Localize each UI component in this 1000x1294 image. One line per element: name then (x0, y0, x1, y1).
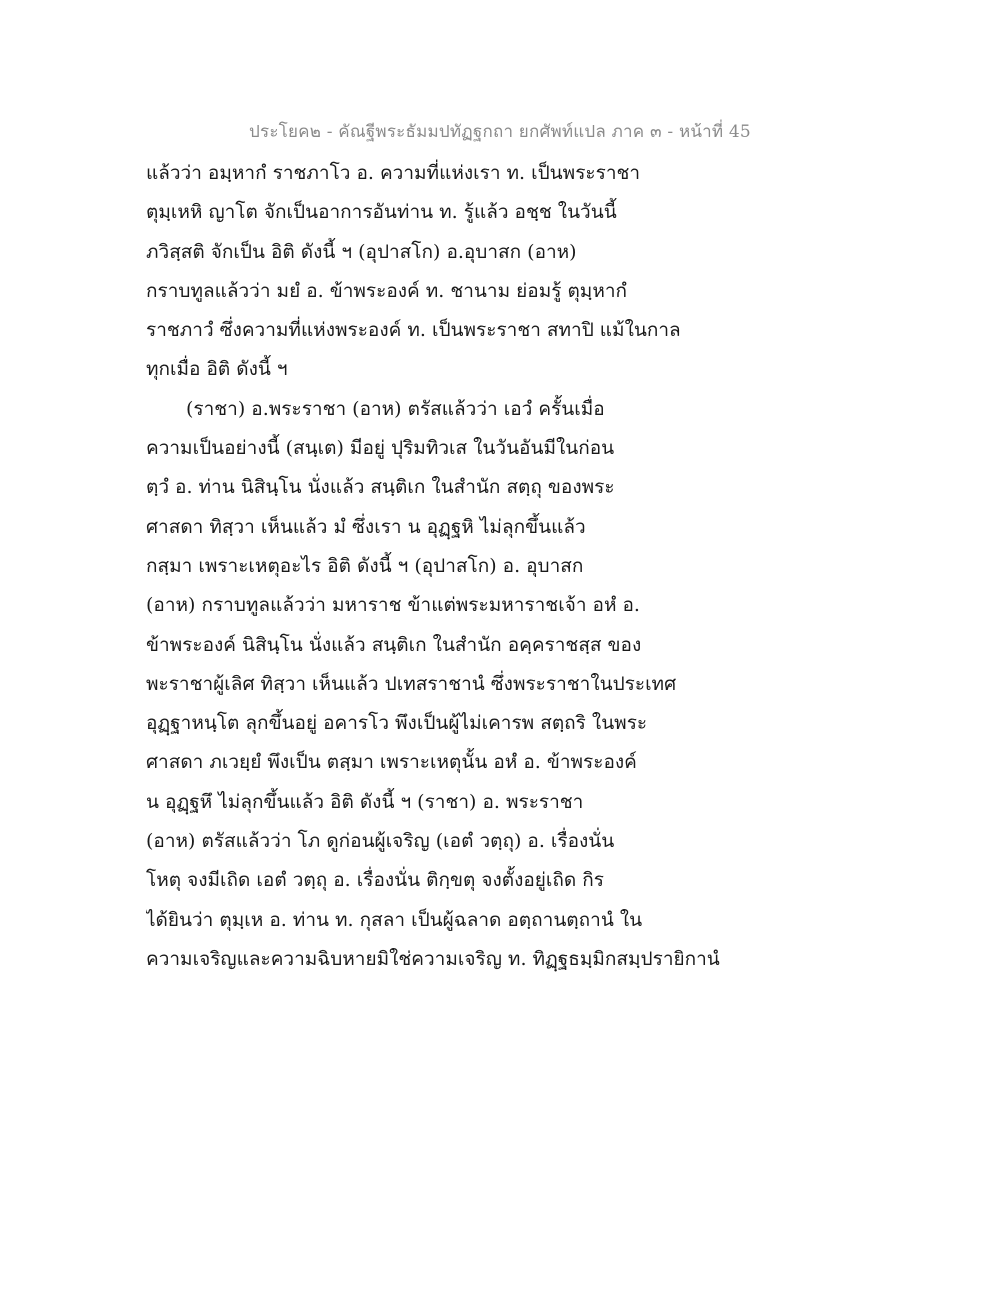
text-line: ตุมฺเหหิ ญาโต จักเป็นอาการอันท่าน ท. รู้แล้ว อชฺช ในวันนี้ (146, 201, 617, 224)
text-line: ราชภาวํ ซึ่งความที่แห่งพระองค์ ท. เป็นพระราชา สทาปิ แม้ในกาล (146, 319, 681, 342)
text-line: ศาสดา ทิสฺวา เห็นแล้ว มํ ซึ่งเรา น อุฏฺฐหิ ไม่ลุกขึ้นแล้ว (146, 515, 586, 538)
text-line: ศาสดา ภเวยฺยํ พึงเป็น ตสฺมา เพราะเหตุนั้น อหํ อ. ข้าพระองค์ (146, 751, 637, 774)
text-line: กราบทูลแล้วว่า มยํ อ. ข้าพระองค์ ท. ชานาม ย่อมรู้ ตุมฺหากํ (146, 279, 628, 302)
text-line: ภวิสฺสติ จักเป็น อิติ ดังนี้ ฯ (อุปาสโก) อ.อุบาสก (อาห) (146, 240, 577, 263)
text-line: ตฺวํ อ. ท่าน นิสินฺโน นั่งแล้ว สนฺติเก ในสำนัก สตฺถุ ของพระ (146, 476, 615, 499)
text-line: อุฏฺฐาหนฺโต ลุกขึ้นอยู่ อคารโว พึงเป็นผู้ไม่เคารพ สตฺถริ ในพระ (146, 712, 648, 735)
text-line: ข้าพระองค์ นิสินฺโน นั่งแล้ว สนฺติเก ในสำนัก อคฺคราชสฺส ของ (146, 633, 642, 656)
text-line: น อุฏฺฐหึ ไม่ลุกขึ้นแล้ว อิติ ดังนี้ ฯ (ราชา) อ. พระราชา (146, 790, 584, 813)
text-line: (อาห) ตรัสแล้วว่า โภ ดูก่อนผู้เจริญ (เอตํ วตฺถุ) อ. เรื่องนั่น (146, 830, 615, 853)
text-line: ความเจริญและความฉิบหายมิใช่ความเจริญ ท. ทิฏฺฐธมฺมิกสมฺปรายิกานํ (146, 947, 720, 970)
text-line: ความเป็นอย่างนี้ (สนฺเต) มีอยู่ ปุริมทิวเส ในวันอันมีในก่อน (146, 437, 615, 460)
paragraph-start-line: (ราชา) อ.พระราชา (อาห) ตรัสแล้วว่า เอวํ ครั้นเมื่อ (186, 397, 605, 420)
text-line: พะราชาผู้เลิศ ทิสฺวา เห็นแล้ว ปเทสราชานํ ซึ่งพระราชาในประเทศ (146, 672, 677, 695)
text-line: แล้วว่า อมฺหากํ ราชภาโว อ. ความที่แห่งเรา ท. เป็นพระราชา (146, 162, 641, 184)
text-line: ทุกเมื่อ อิติ ดังนี้ ฯ (146, 358, 288, 381)
text-line: (อาห) กราบทูลแล้วว่า มหาราช ข้าแต่พระมหาราชเจ้า อหํ อ. (146, 594, 640, 617)
text-line: โหตุ จงมีเถิด เอตํ วตฺถุ อ. เรื่องนั่น ติกฺขตุ จงตั้งอยู่เถิด กิร (146, 869, 605, 892)
text-line: กสฺมา เพราะเหตุอะไร อิติ ดังนี้ ฯ (อุปาสโก) อ. อุบาสก (146, 554, 584, 577)
page-header: ประโยค๒ - คัณฐีพระธัมมปทัฏฐกถา ยกศัพท์แปล ภาค ๓ - หน้าที่ 45 (249, 122, 751, 142)
text-line: ได้ยินว่า ตุมฺเห อ. ท่าน ท. กุสลา เป็นผู้ฉลาด อตฺถานตฺถานํ ใน (146, 908, 643, 931)
body-text (146, 154, 746, 979)
